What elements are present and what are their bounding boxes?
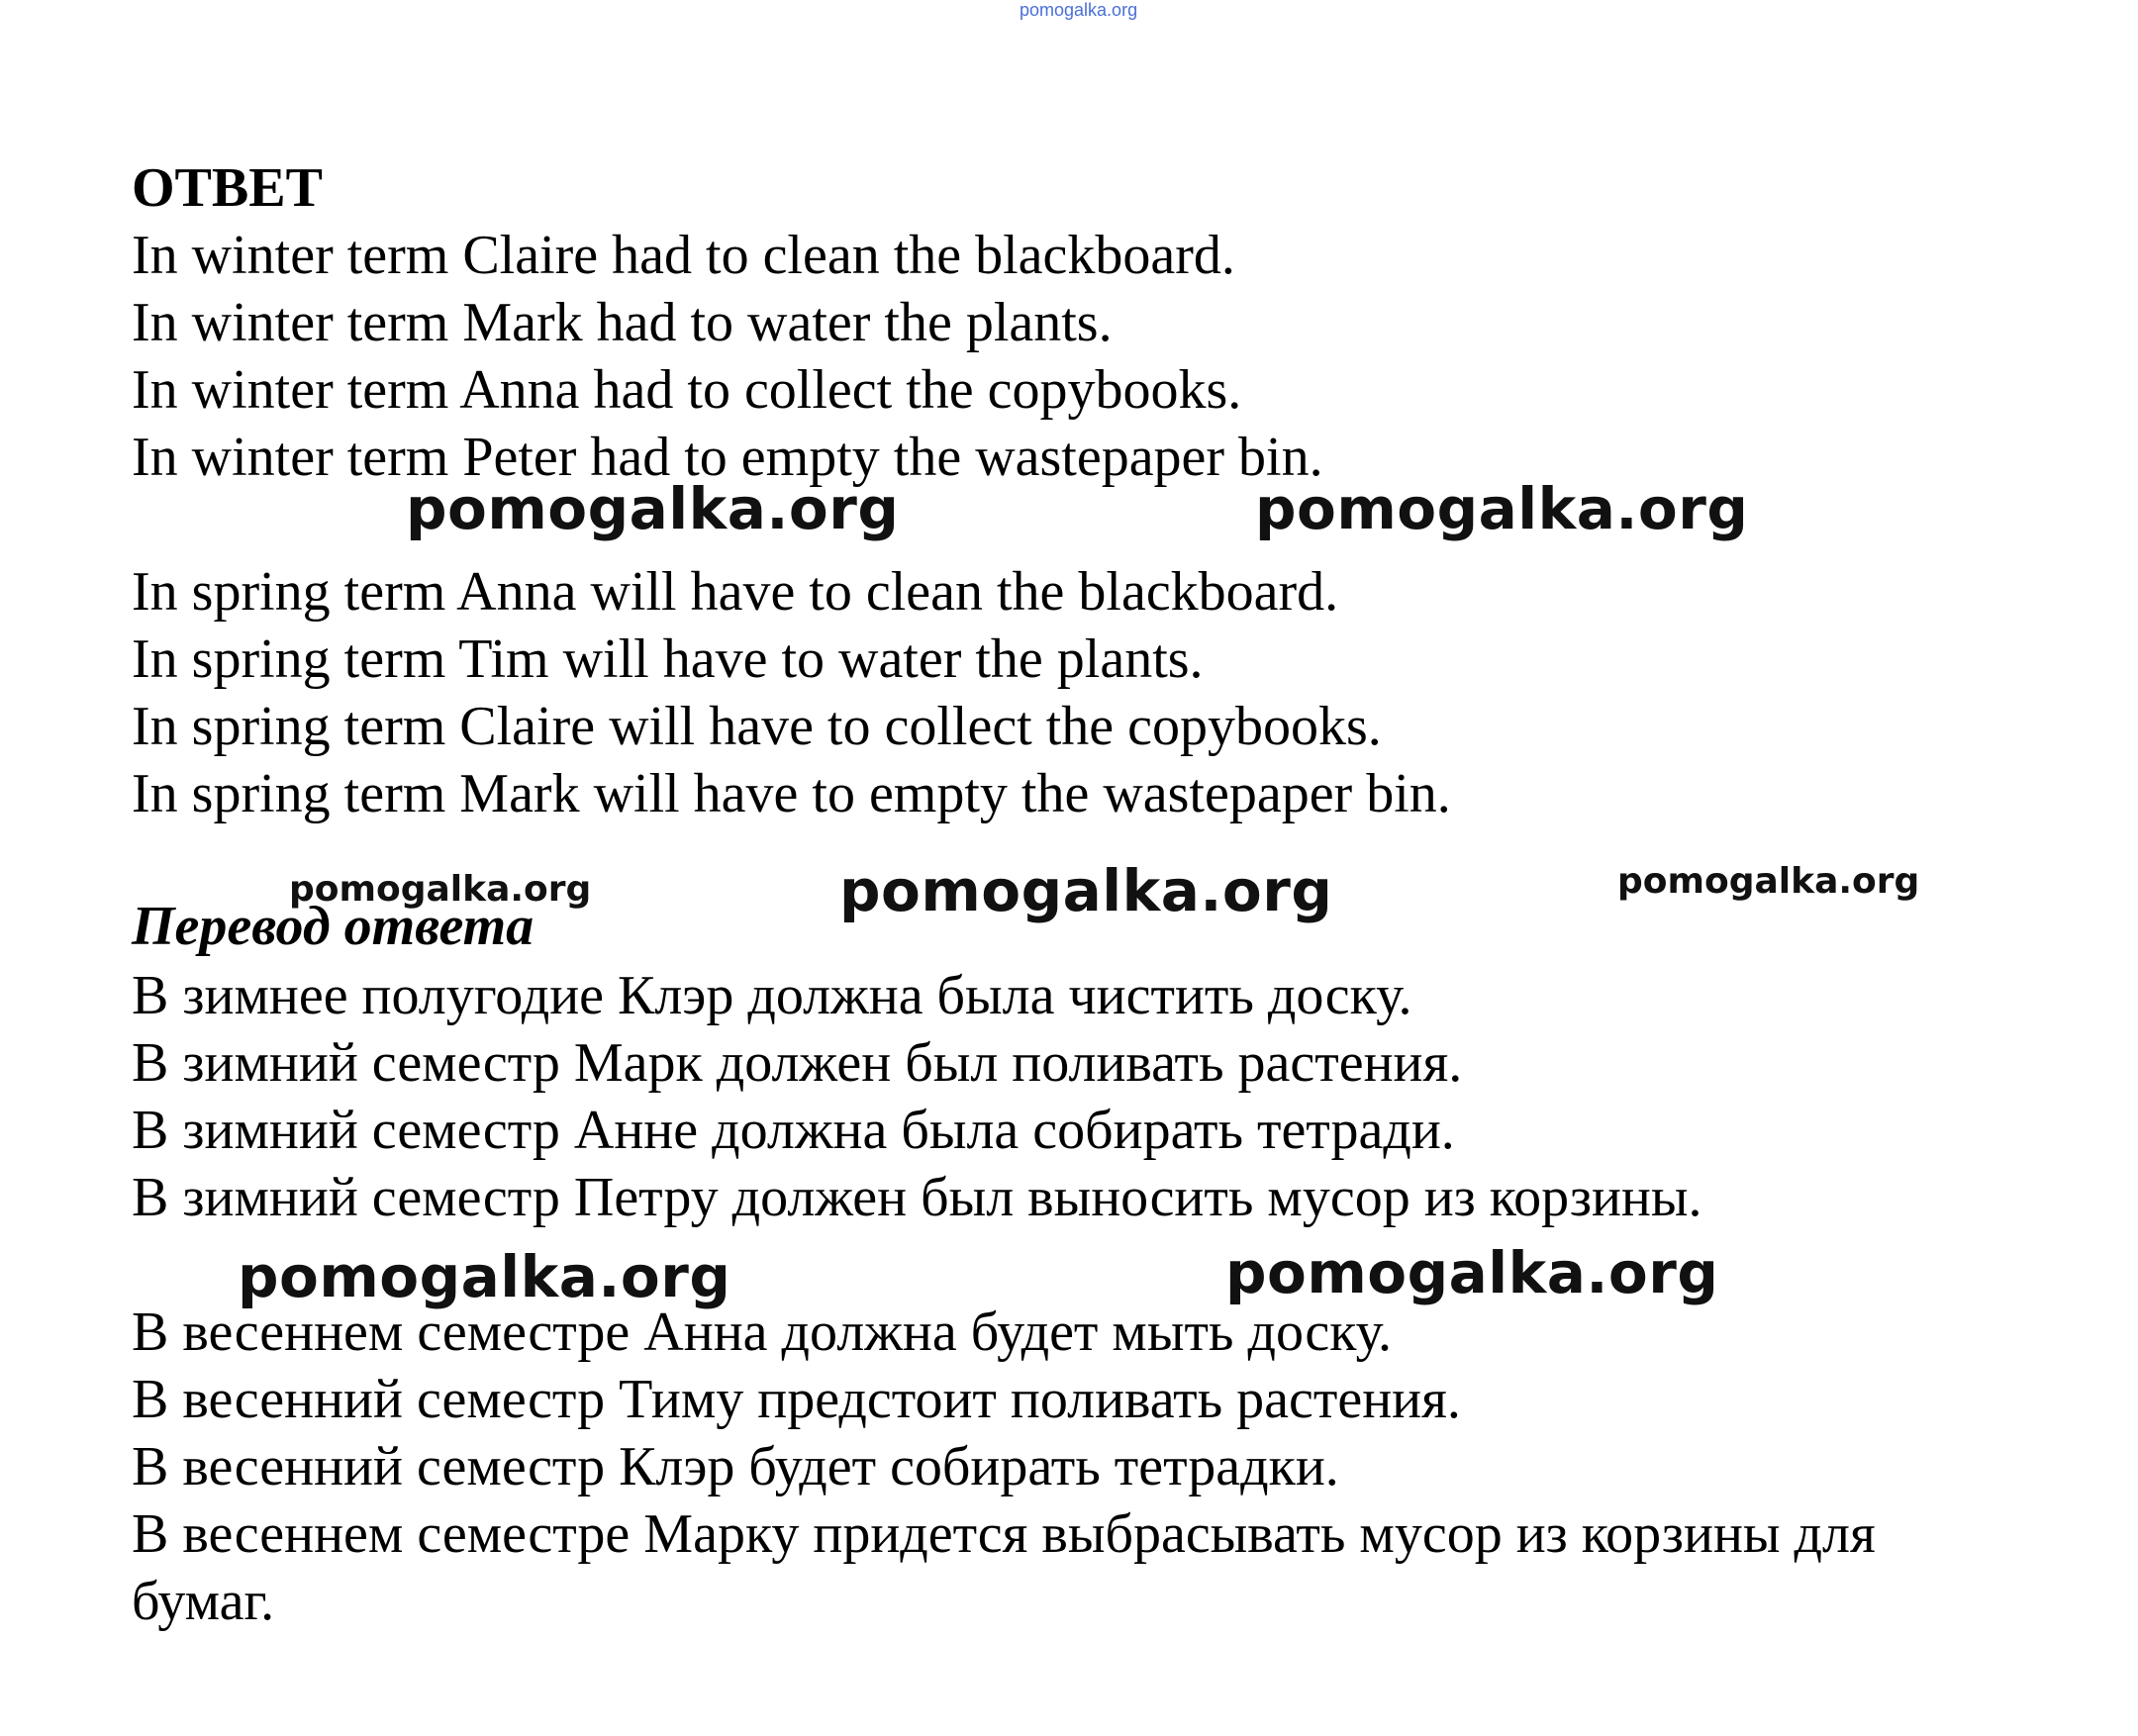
translation-winter-line: В зимний семестр Анне должна была собирать тетради. [132,1100,1455,1161]
answer-heading: ОТВЕТ [132,157,323,219]
answer-winter-line: In winter term Anna had to collect the copybooks. [132,359,1242,421]
watermark-text: pomogalka.org [289,869,592,910]
watermark-text: pomogalka.org [1617,861,1920,902]
translation-spring-line: В весеннем семестре Марку придется выбрасывать мусор из корзины для [132,1503,1876,1565]
source-label: pomogalka.org [1020,0,1138,20]
answer-spring-line: In spring term Tim will have to water the plants. [132,628,1204,690]
translation-heading: Перевод ответа [132,896,534,957]
watermark-text: pomogalka.org [839,857,1333,924]
translation-spring-line: В весенний семестр Клэр будет собирать тетрадки. [132,1436,1339,1497]
answer-winter-line: In winter term Peter had to empty the wastepaper bin. [132,427,1323,488]
translation-winter-line: В зимний семестр Петру должен был выносить мусор из корзины. [132,1167,1702,1228]
translation-winter-line: В зимний семестр Марк должен был поливать растения. [132,1032,1463,1094]
translation-winter-line: В зимнее полугодие Клэр должна была чистить доску. [132,965,1412,1026]
watermark-text: pomogalka.org [1255,475,1749,542]
answer-spring-line: In spring term Anna will have to clean the blackboard. [132,561,1339,623]
watermark-text: pomogalka.org [406,475,900,542]
translation-spring-line: В весенний семестр Тиму предстоит поливать растения. [132,1369,1461,1430]
answer-winter-line: In winter term Mark had to water the plants. [132,292,1113,353]
answer-winter-line: In winter term Claire had to clean the blackboard. [132,225,1235,286]
answer-spring-line: In spring term Mark will have to empty the wastepaper bin. [132,763,1451,824]
watermark-text: pomogalka.org [238,1243,731,1310]
watermark-text: pomogalka.org [1225,1239,1719,1306]
translation-spring-line: бумаг. [132,1571,275,1632]
answer-spring-line: In spring term Claire will have to collect the copybooks. [132,696,1382,757]
translation-spring-line: В весеннем семестре Анна должна будет мыть доску. [132,1302,1393,1363]
